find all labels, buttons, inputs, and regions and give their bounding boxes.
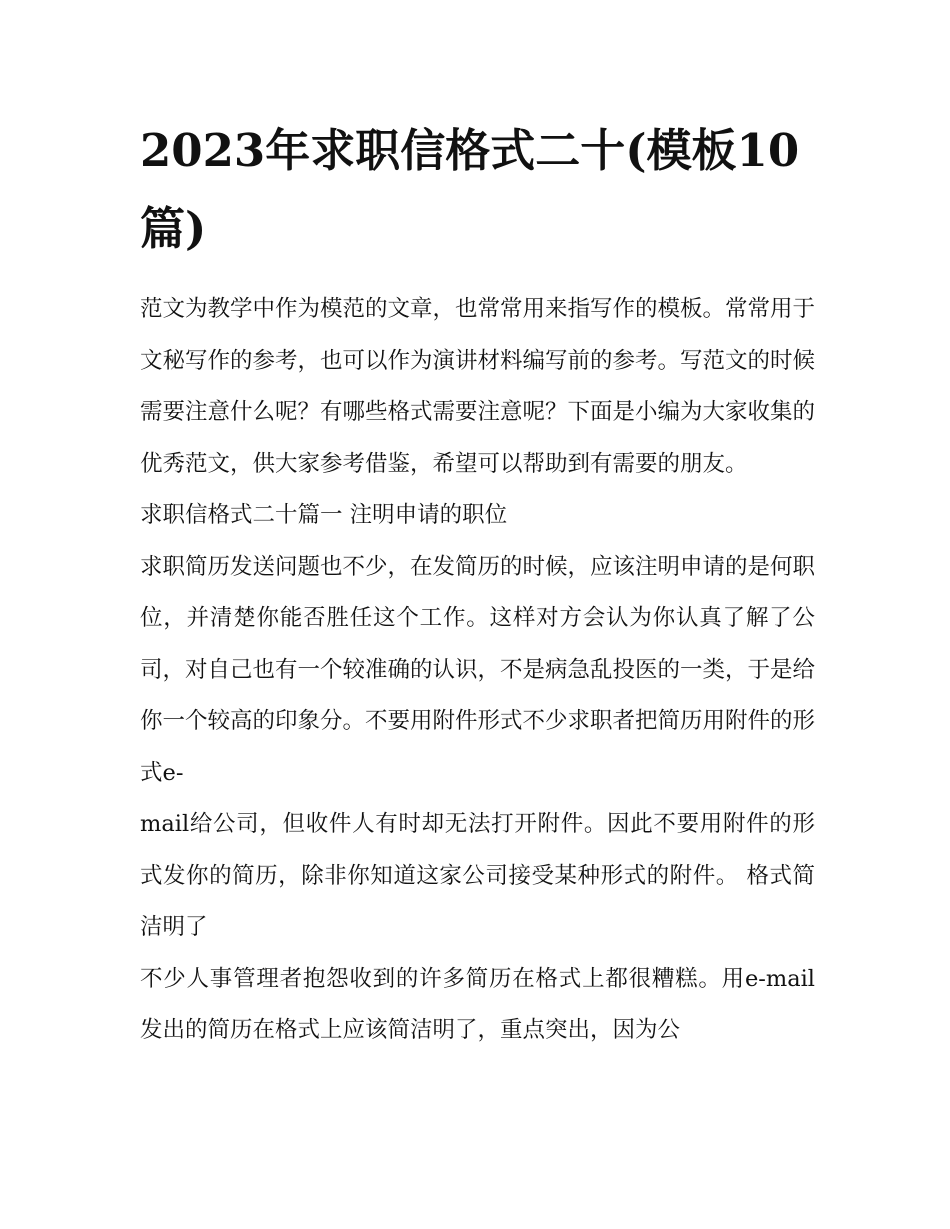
body-paragraph: mail给公司，但收件人有时却无法打开附件。因此不要用附件的形式发你的简历，除非你知道这家公司接受某种形式的附件。 格式简洁明了	[140, 811, 815, 940]
intro-paragraph: 范文为教学中作为模范的文章，也常常用来指写作的模板。常常用于文秘写作的参考，也可以作为演讲材料编写前的参考。写范文的时候需要注意什么呢？有哪些格式需要注意呢？下面是小编为大家收集的优秀范文，供大家参考借鉴，希望可以帮助到有需要的朋友。	[140, 296, 816, 477]
document-body	[140, 112, 815, 1057]
document-title: 2023年求职信格式二十(模板10篇)	[140, 124, 800, 255]
body-paragraph: 求职简历发送问题也不少，在发简历的时候，应该注明申请的是何职位，并清楚你能否胜任这个工作。这样对方会认为你认真了解了公司，对自己也有一个较准确的认识，不是病急乱投医的一类，于是给你一个较高的印象分。不要用附件形式不少求职者把简历用附件的形式e-	[140, 553, 816, 786]
section-heading: 求职信格式二十篇一 注明申请的职位	[140, 502, 508, 528]
body-paragraph: 不少人事管理者抱怨收到的许多简历在格式上都很糟糕。用e-mail发出的简历在格式上应该简洁明了，重点突出，因为公	[140, 965, 815, 1043]
